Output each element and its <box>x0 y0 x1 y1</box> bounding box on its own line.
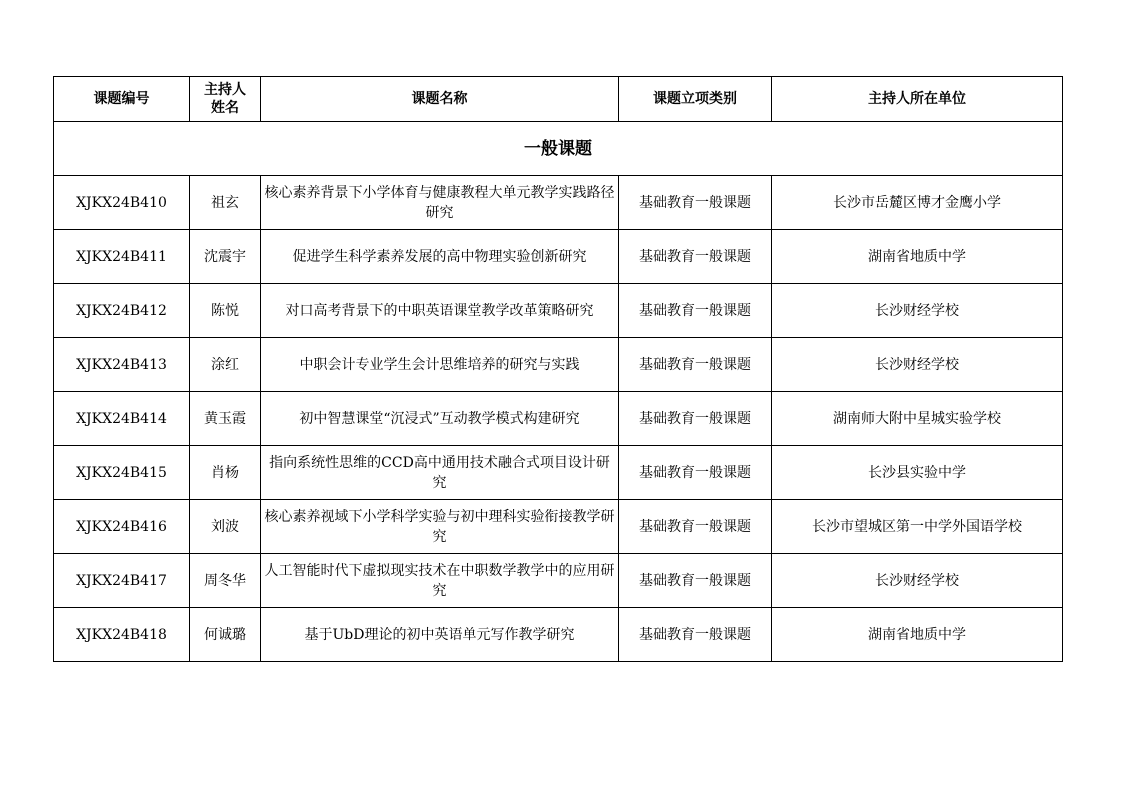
header-host-line1: 主持人 <box>204 82 246 98</box>
header-category: 课题立项类别 <box>619 77 772 122</box>
header-code: 课题编号 <box>54 77 190 122</box>
cell-category: 基础教育一般课题 <box>619 392 772 446</box>
cell-host: 涂红 <box>190 338 261 392</box>
cell-unit: 长沙市岳麓区博才金鹰小学 <box>772 176 1063 230</box>
cell-host: 祖玄 <box>190 176 261 230</box>
table-row <box>54 176 1063 230</box>
cell-unit: 长沙县实验中学 <box>772 446 1063 500</box>
cell-code: XJKX24B414 <box>54 392 190 446</box>
cell-category: 基础教育一般课题 <box>619 230 772 284</box>
cell-category: 基础教育一般课题 <box>619 446 772 500</box>
project-table <box>53 76 1063 662</box>
table-row <box>54 500 1063 554</box>
cell-category: 基础教育一般课题 <box>619 500 772 554</box>
cell-title: 对口高考背景下的中职英语课堂教学改革策略研究 <box>261 284 619 338</box>
header-title: 课题名称 <box>261 77 619 122</box>
cell-category: 基础教育一般课题 <box>619 284 772 338</box>
cell-category: 基础教育一般课题 <box>619 176 772 230</box>
cell-title: 中职会计专业学生会计思维培养的研究与实践 <box>261 338 619 392</box>
cell-unit: 长沙市望城区第一中学外国语学校 <box>772 500 1063 554</box>
cell-code: XJKX24B416 <box>54 500 190 554</box>
cell-title: 核心素养背景下小学体育与健康教程大单元教学实践路径研究 <box>261 176 619 230</box>
header-host-line2: 姓名 <box>211 100 239 116</box>
table-row <box>54 446 1063 500</box>
cell-title: 促进学生科学素养发展的高中物理实验创新研究 <box>261 230 619 284</box>
cell-unit: 长沙财经学校 <box>772 284 1063 338</box>
cell-unit: 长沙财经学校 <box>772 554 1063 608</box>
cell-host: 刘波 <box>190 500 261 554</box>
header-row <box>54 77 1063 122</box>
table-row <box>54 392 1063 446</box>
cell-title: 指向系统性思维的CCD高中通用技术融合式项目设计研究 <box>261 446 619 500</box>
cell-code: XJKX24B410 <box>54 176 190 230</box>
cell-unit: 湖南省地质中学 <box>772 230 1063 284</box>
cell-host: 黄玉霞 <box>190 392 261 446</box>
cell-host: 何诚璐 <box>190 608 261 662</box>
cell-code: XJKX24B413 <box>54 338 190 392</box>
cell-host: 沈震宇 <box>190 230 261 284</box>
cell-unit: 湖南省地质中学 <box>772 608 1063 662</box>
cell-host: 陈悦 <box>190 284 261 338</box>
cell-category: 基础教育一般课题 <box>619 554 772 608</box>
header-host <box>190 77 261 122</box>
header-unit: 主持人所在单位 <box>772 77 1063 122</box>
cell-title: 初中智慧课堂“沉浸式”互动教学模式构建研究 <box>261 392 619 446</box>
cell-code: XJKX24B411 <box>54 230 190 284</box>
cell-unit: 湖南师大附中星城实验学校 <box>772 392 1063 446</box>
table-row <box>54 608 1063 662</box>
cell-title: 核心素养视域下小学科学实验与初中理科实验衔接教学研究 <box>261 500 619 554</box>
table-row <box>54 284 1063 338</box>
cell-host: 肖杨 <box>190 446 261 500</box>
cell-category: 基础教育一般课题 <box>619 338 772 392</box>
section-row <box>54 122 1063 176</box>
table-row <box>54 230 1063 284</box>
section-title: 一般课题 <box>54 122 1063 176</box>
cell-title: 基于UbD理论的初中英语单元写作教学研究 <box>261 608 619 662</box>
cell-category: 基础教育一般课题 <box>619 608 772 662</box>
cell-title: 人工智能时代下虚拟现实技术在中职数学教学中的应用研究 <box>261 554 619 608</box>
table-row <box>54 554 1063 608</box>
cell-code: XJKX24B418 <box>54 608 190 662</box>
cell-code: XJKX24B412 <box>54 284 190 338</box>
cell-host: 周冬华 <box>190 554 261 608</box>
table-row <box>54 338 1063 392</box>
cell-unit: 长沙财经学校 <box>772 338 1063 392</box>
cell-code: XJKX24B417 <box>54 554 190 608</box>
cell-code: XJKX24B415 <box>54 446 190 500</box>
